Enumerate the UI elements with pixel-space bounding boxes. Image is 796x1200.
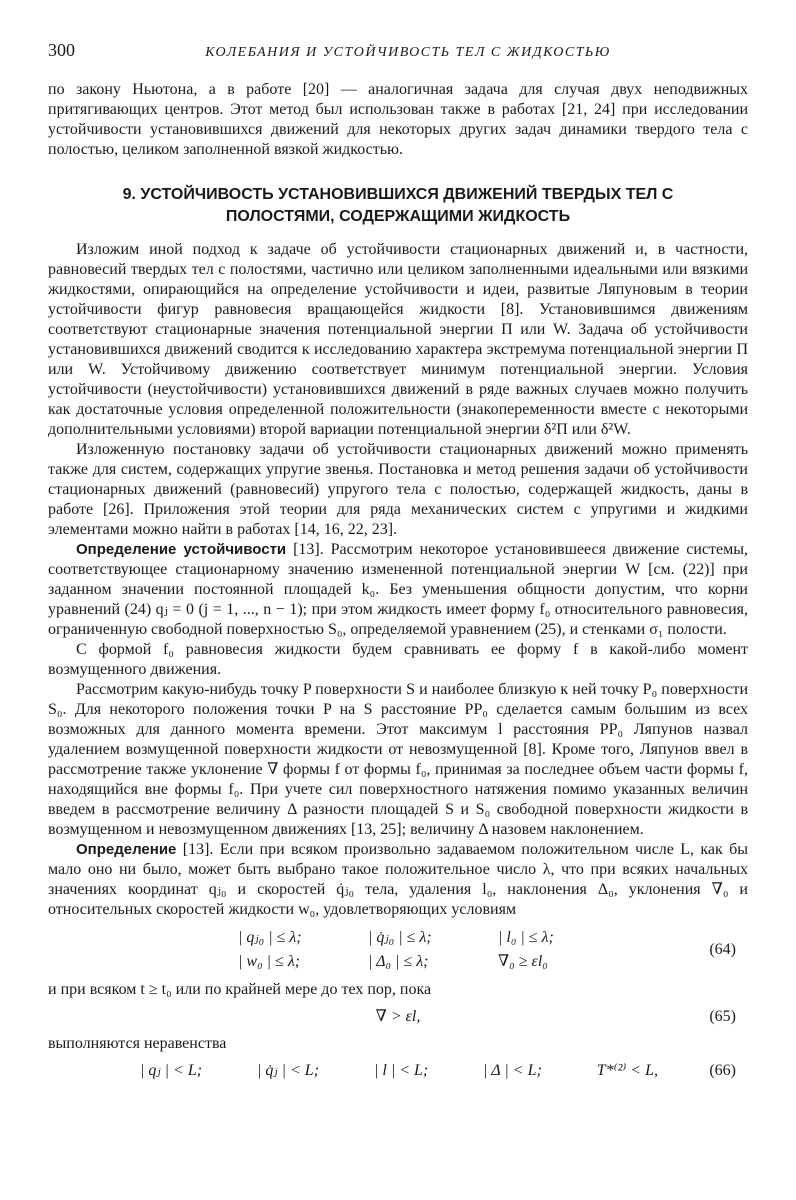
equation-66 xyxy=(48,1058,748,1084)
paragraph-4: С формой f₀ равновесия жидкости будем сравнивать ее форму f в какой-либо момент возмущенного движения. xyxy=(48,641,748,678)
eq64-term: | w₀ | ≤ λ; xyxy=(238,953,301,970)
paragraph-3-text: [13]. Рассмотрим некоторое установившееся движение системы, соответствующее стационарному значению измененной потенциальной энергии W [см. (22)] при заданном значении постоянной площадей k₀. Без уменьшения общности допустим, что корни уравнений (24) qⱼ = 0 (j = 1, ..., n − 1); при этом жидкость имеет форму f₀ относительного равновесия, ограниченную свободной поверхностью S₀, определяемой уравнением (25), и стенками σ₁ полости. xyxy=(48,541,748,638)
eq64-term: ∇₀ ≥ εl₀ xyxy=(498,953,548,970)
paragraph-8: выполняются неравенства xyxy=(48,1035,227,1052)
paragraph-7: и при всяком t ≥ t₀ или по крайней мере до тех пор, пока xyxy=(48,981,432,998)
eq65-expression: ∇ > εl, xyxy=(375,1008,421,1025)
eq64-term: | q̇ⱼ₀ | ≤ λ; xyxy=(368,929,432,946)
section-title: 9. УСТОЙЧИВОСТЬ УСТАНОВИВШИХСЯ ДВИЖЕНИЙ ТВЕРДЫХ ТЕЛ С ПОЛОСТЯМИ, СОДЕРЖАЩИМИ ЖИДКОСТЬ xyxy=(122,186,674,225)
eq66-term: | l | < L; xyxy=(373,1062,429,1079)
paragraph-5: Рассмотрим какую-нибудь точку P поверхности S и наиболее близкую к ней точку P₀ поверхности S₀. Для некоторого положения точки P на S расстояние PP₀ сделается самым большим из всех возможных для данного момента времени. Этот максимум l расстояния PP₀ Ляпунов назвал удалением возмущенной поверхности жидкости от невозмущенной [8]. Кроме того, Ляпунов ввел в рассмотрение также уклонение ∇ формы f от формы f₀, принимая за последнее объем части формы f, находящийся вне формы f₀. При учете сил поверхностного натяжения помимо указанных величин введем в рассмотрение величину Δ разности площадей S и S₀ свободной поверхности жидкости в возмущенном и невозмущенном движениях [13, 25]; величину Δ назовем наклонением. xyxy=(48,681,748,838)
equation-64 xyxy=(48,928,748,972)
equation-number: (64) xyxy=(709,941,736,958)
eq64-term: | l₀ | ≤ λ; xyxy=(498,929,554,946)
paragraph-3 xyxy=(48,540,748,640)
eq64-term: | Δ₀ | ≤ λ; xyxy=(368,953,429,970)
eq66-term: | qⱼ | < L; xyxy=(140,1062,203,1079)
page-header xyxy=(48,40,748,80)
intro-paragraph: по закону Ньютона, а в работе [20] — аналогичная задача для случая двух неподвижных притягивающих центров. Этот метод был использован также в работах [21, 24] при исследовании устойчивости установившихся движений для некоторых других задач динамики твердого тела с полостью, целиком заполненной вязкой жидкостью. xyxy=(48,81,748,158)
eq64-term: | qⱼ₀ | ≤ λ; xyxy=(238,929,302,946)
eq66-term: T*⁽²⁾ < L, xyxy=(596,1062,658,1079)
paragraph-6-text: [13]. Если при всяком произвольно задаваемом положительном числе L, как бы мало оно ни было, может быть выбрано такое положительное число λ, что при всяких начальных значениях координат qⱼ₀ и скоростей q̇ⱼ₀ тела, удаления l₀, наклонения Δ₀, уклонения ∇₀ и относительных скоростей жидкости w₀, удовлетворяющих условиям xyxy=(48,841,748,918)
equation-number: (66) xyxy=(709,1062,736,1079)
definition-term-stability: Определение устойчивости xyxy=(76,541,287,558)
paragraph-2: Изложенную постановку задачи об устойчивости стационарных движений можно применять также для систем, содержащих упругие звенья. Постановка и метод решения задачи об устойчивости стационарных движений (равновесий) упругого тела с полостью, содержащей жидкость, даны в работе [26]. Приложения этой теории для ряда механических систем с упругими и жидкими элементами можно найти в работах [14, 16, 22, 23]. xyxy=(48,441,748,538)
definition-term: Определение xyxy=(76,841,177,858)
page-number: 300 xyxy=(48,40,75,60)
equation-number: (65) xyxy=(709,1008,736,1025)
eq66-term: | Δ | < L; xyxy=(483,1062,542,1079)
eq66-term: | q̇ⱼ | < L; xyxy=(256,1062,320,1079)
paragraph-1: Изложим иной подход к задаче об устойчивости стационарных движений и, в частности, равновесий твердых тел с полостями, частично или целиком заполненными идеальными или вязкими жидкостями, опирающийся на определение устойчивости и идеи, развитые Ляпуновым в теории устойчивости фигур равновесия вращающейся жидкости [8]. Установившимся движениям соответствуют стационарные значения потенциальной энергии Π или W. Задача об устойчивости установившихся движений сводится к исследованию характера экстремума потенциальной энергии Π или W. Устойчивому движению соответствует минимум потенциальной энергии. Условия устойчивости (неустойчивости) установившихся движений в ряде важных случаев можно получить как достаточные условия определенной положительности (знакопеременности вместе с некоторыми дополнительными условиями) второй вариации потенциальной энергии δ²Π или δ²W. xyxy=(48,241,748,438)
equation-65 xyxy=(48,1004,748,1030)
paragraph-6 xyxy=(48,840,748,920)
running-title: КОЛЕБАНИЯ И УСТОЙЧИВОСТЬ ТЕЛ С ЖИДКОСТЬЮ xyxy=(205,45,611,60)
